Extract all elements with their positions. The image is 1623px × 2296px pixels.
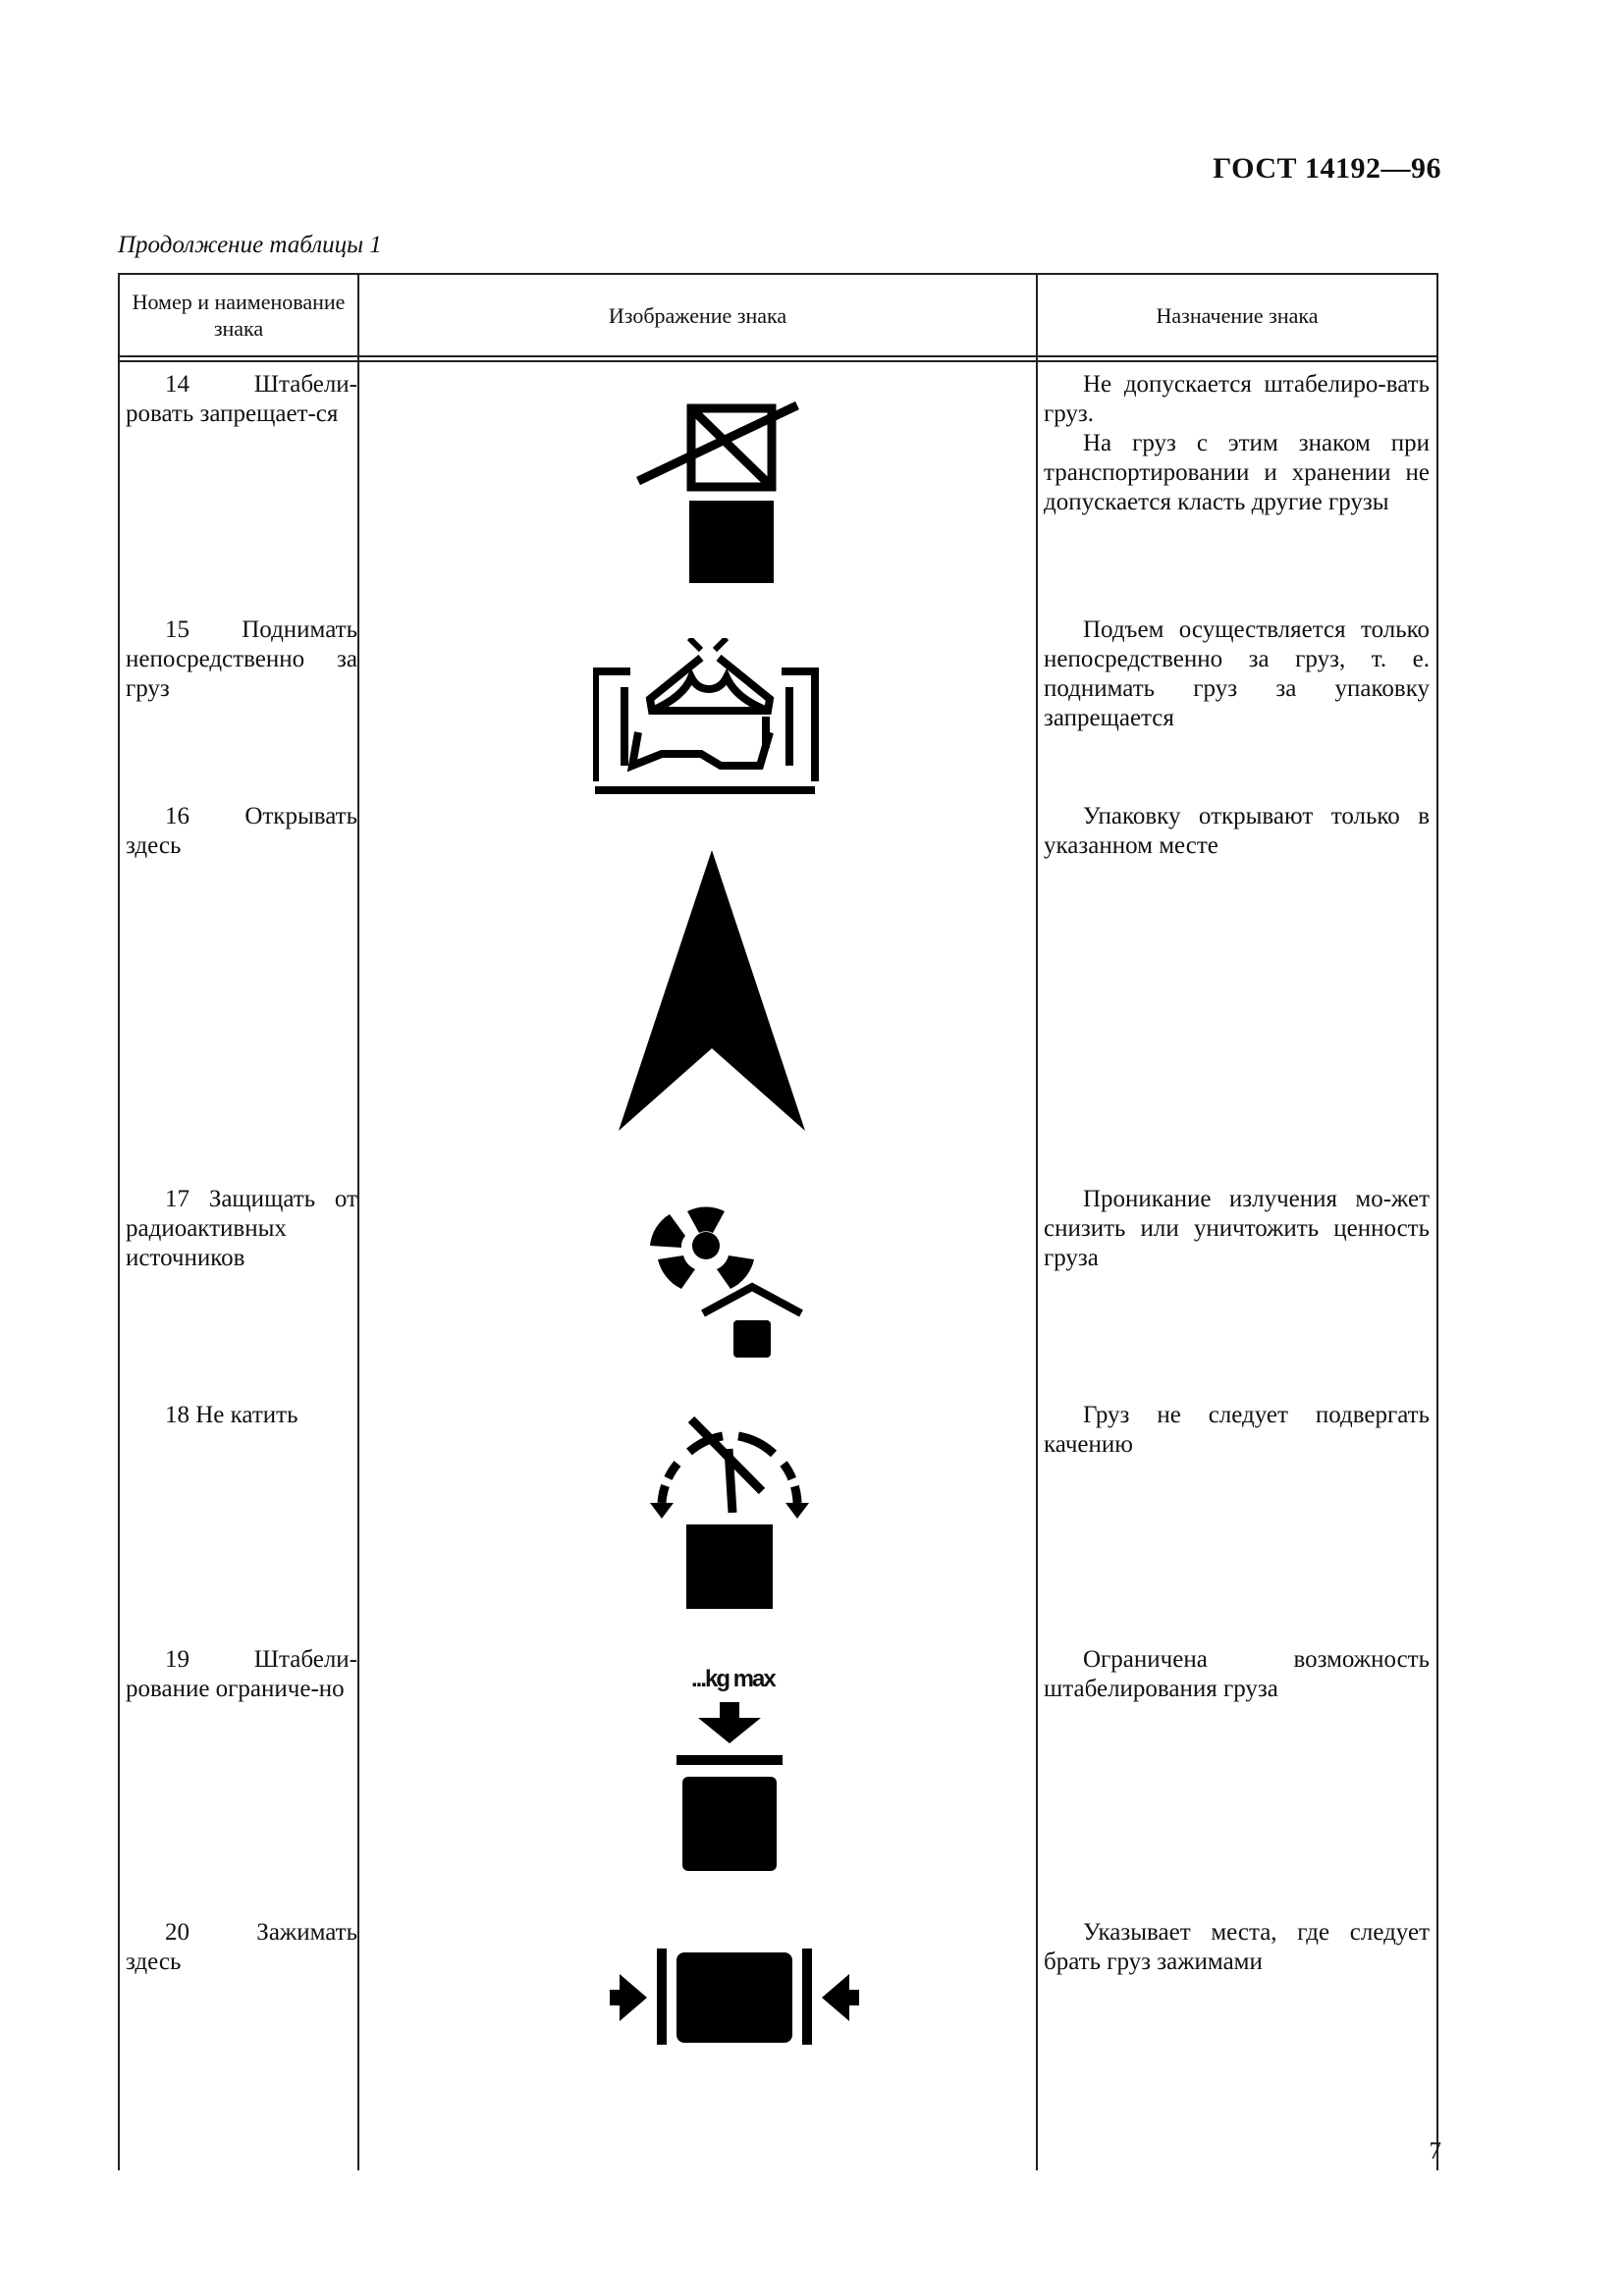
open-here-arrow-icon: [614, 850, 810, 1135]
sign-description-20: Указывает места, где следует брать груз зажимами: [1044, 1919, 1430, 1975]
sign-description-18: Груз не следует подвергать качению: [1044, 1402, 1430, 1458]
no-stacking-icon: [628, 400, 805, 597]
table-border-left: [118, 273, 120, 2170]
sign-description-15: Подъем осуществляется только непосредственно за груз, т. е. поднимать груз за упаковку запрещается: [1044, 616, 1430, 731]
sign-description-16: Упаковку открывают только в указанном месте: [1044, 803, 1430, 859]
table-caption: Продолжение таблицы 1: [118, 232, 382, 258]
sign-description-19: Ограничена возможность штабелирования груза: [1044, 1646, 1430, 1702]
signs-table: [118, 273, 1438, 2170]
sign-name-19: 19 Штабели-рование ограниче-но: [126, 1646, 357, 1702]
header-divider-double: [118, 360, 1438, 362]
sign-name-18: 18 Не катить: [165, 1402, 298, 1428]
lift-directly-icon: [593, 638, 819, 795]
column-divider-2: [1036, 273, 1038, 2170]
sign-name-16: 16 Открывать здесь: [126, 803, 357, 859]
header-divider: [118, 355, 1438, 357]
sign-description-14: Не допускается штабелиро-вать груз. На груз с этим знаком при транспортировании и хранении не допускается класть другие грузы: [1044, 371, 1430, 515]
sign-name-17: 17 Защищать от радиоактивных источников: [126, 1186, 357, 1271]
radiation-protect-icon: [650, 1191, 837, 1367]
document-header: ГОСТ 14192—96: [1213, 152, 1441, 185]
sign-description-17: Проникание излучения мо-жет снизить или уничтожить ценность груза: [1044, 1186, 1430, 1271]
do-not-roll-icon: [642, 1415, 819, 1611]
table-border-right: [1436, 273, 1438, 2170]
page-number: 7: [1429, 2138, 1441, 2164]
sign-name-14: 14 Штабели-ровать запрещает-ся: [126, 371, 357, 427]
column-header-image: Изображение знака: [608, 302, 787, 328]
sign-name-20: 20 Зажимать здесь: [126, 1919, 357, 1975]
column-divider-1: [357, 273, 359, 2170]
sign-name-15: 15 Поднимать непосредственно за груз: [126, 616, 357, 702]
column-header-purpose: Назначение знака: [1156, 302, 1319, 328]
clamp-here-icon: [610, 1943, 859, 2051]
column-header-number: Номер и наименование знака: [132, 290, 346, 341]
stacking-limit-icon: [671, 1702, 788, 1879]
stacking-limit-label: ...kg max: [691, 1666, 775, 1692]
